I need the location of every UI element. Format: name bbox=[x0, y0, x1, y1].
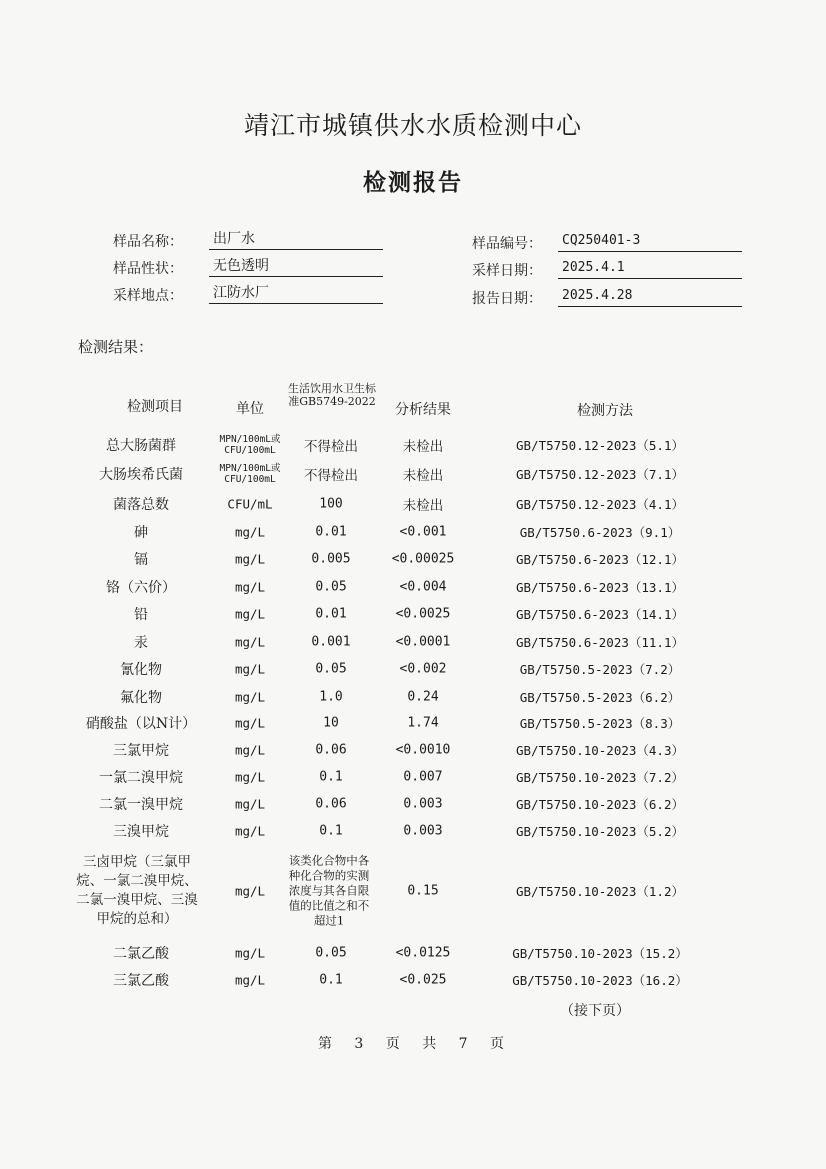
sampling-location-row bbox=[113, 283, 383, 305]
sample-state-row bbox=[113, 256, 383, 278]
item-cell: 三溴甲烷 bbox=[113, 824, 169, 840]
method-cell: GB/T5750.6-2023（11.1） bbox=[516, 635, 684, 650]
unit-cell: mg/L bbox=[234, 769, 266, 785]
result-cell: <0.004 bbox=[399, 579, 447, 595]
standard-cell: 不得检出 bbox=[304, 468, 358, 484]
result-cell: <0.002 bbox=[399, 661, 447, 677]
unit-cell: mg/L bbox=[234, 689, 266, 705]
item-cell: 镉 bbox=[134, 552, 148, 568]
continued-note: （接下页） bbox=[560, 1003, 630, 1019]
standard-cell: 10 bbox=[323, 715, 339, 731]
item-cell: 氟化物 bbox=[120, 690, 162, 706]
item-cell: 二氯乙酸 bbox=[113, 946, 169, 962]
method-cell: GB/T5750.5-2023（7.2） bbox=[519, 662, 681, 677]
method-cell: GB/T5750.10-2023（7.2） bbox=[516, 770, 684, 785]
method-cell: GB/T5750.6-2023（9.1） bbox=[519, 525, 681, 540]
method-cell: GB/T5750.10-2023（16.2） bbox=[512, 973, 688, 988]
result-cell: 0.003 bbox=[403, 823, 443, 839]
item-cell: 大肠埃希氏菌 bbox=[99, 467, 183, 483]
method-cell: GB/T5750.10-2023（4.3） bbox=[516, 743, 684, 758]
result-cell: <0.025 bbox=[399, 972, 447, 988]
unit-cell: mg/L bbox=[234, 661, 266, 677]
unit-cell: mg/L bbox=[234, 634, 266, 650]
result-cell: 0.007 bbox=[403, 769, 443, 785]
page-footer: 第 3 页 共 7 页 bbox=[317, 1036, 509, 1052]
unit-cell: mg/L bbox=[234, 972, 266, 988]
result-cell: 未检出 bbox=[402, 439, 444, 455]
standard-cell: 0.1 bbox=[319, 769, 343, 785]
result-cell: 未检出 bbox=[402, 468, 444, 484]
item-cell: 三氯乙酸 bbox=[113, 973, 169, 989]
method-cell: GB/T5750.10-2023（15.2） bbox=[512, 946, 688, 961]
standard-cell: 0.005 bbox=[311, 551, 351, 567]
result-cell: <0.0125 bbox=[395, 945, 451, 961]
method-cell: GB/T5750.10-2023（5.2） bbox=[516, 824, 684, 839]
unit-cell: mg/L bbox=[234, 524, 266, 540]
report-date-row bbox=[472, 286, 744, 308]
method-cell: GB/T5750.6-2023（14.1） bbox=[516, 607, 684, 622]
item-cell: 三氯甲烷 bbox=[113, 743, 169, 759]
sample-name-value: 出厂水 bbox=[209, 229, 383, 250]
item-cell: 总大肠菌群 bbox=[106, 438, 176, 454]
header-item: 检测项目 bbox=[127, 399, 183, 415]
result-cell: 0.15 bbox=[407, 883, 439, 899]
result-cell: <0.00025 bbox=[391, 551, 455, 567]
method-cell: GB/T5750.10-2023（6.2） bbox=[516, 797, 684, 812]
sample-name-label: 样品名称： bbox=[113, 234, 183, 250]
unit-cell: mg/L bbox=[234, 823, 266, 839]
standard-cell: 0.1 bbox=[319, 972, 343, 988]
header-method: 检测方法 bbox=[577, 403, 633, 419]
standard-cell: 0.001 bbox=[311, 634, 351, 650]
method-cell: GB/T5750.6-2023（13.1） bbox=[516, 580, 684, 595]
result-cell: <0.0001 bbox=[395, 634, 451, 650]
standard-cell: 0.05 bbox=[315, 945, 347, 961]
standard-cell: 该类化合物中各种化合物的实测浓度与其各自限值的比值之和不超过1 bbox=[288, 853, 370, 928]
organization-title: 靖江市城镇供水水质检测中心 bbox=[243, 111, 582, 140]
standard-cell: 0.01 bbox=[315, 606, 347, 622]
unit-cell: mg/L bbox=[234, 551, 266, 567]
header-unit: 单位 bbox=[236, 401, 264, 417]
standard-cell: 100 bbox=[319, 496, 343, 512]
standard-cell: 0.05 bbox=[315, 579, 347, 595]
unit-cell: mg/L bbox=[234, 796, 266, 812]
header-standard: 生活饮用水卫生标准GB5749-2022 bbox=[288, 382, 376, 408]
report-date-label: 报告日期： bbox=[472, 291, 542, 307]
unit-cell: MPN/100mL或CFU/100mL bbox=[219, 434, 281, 456]
standard-cell: 0.01 bbox=[315, 524, 347, 540]
result-cell: 未检出 bbox=[402, 498, 444, 514]
item-cell: 汞 bbox=[134, 635, 148, 651]
sampling-location-value: 江防水厂 bbox=[209, 283, 383, 304]
method-cell: GB/T5750.5-2023（6.2） bbox=[519, 690, 681, 705]
item-cell: 菌落总数 bbox=[113, 497, 169, 513]
sampling-date-label: 采样日期： bbox=[472, 263, 542, 279]
method-cell: GB/T5750.5-2023（8.3） bbox=[519, 716, 681, 731]
unit-cell: mg/L bbox=[234, 715, 266, 731]
result-cell: <0.001 bbox=[399, 524, 447, 540]
result-cell: <0.0010 bbox=[395, 742, 451, 758]
item-cell: 铅 bbox=[134, 607, 148, 623]
sampling-date-row bbox=[472, 258, 744, 280]
standard-cell: 1.0 bbox=[319, 689, 343, 705]
method-cell: GB/T5750.6-2023（12.1） bbox=[516, 552, 684, 567]
report-date-value: 2025.4.28 bbox=[558, 286, 742, 307]
unit-cell: CFU/mL bbox=[227, 496, 273, 512]
item-cell: 三卤甲烷（三氯甲烷、一氯二溴甲烷、二氯一溴甲烷、三溴甲烷的总和） bbox=[76, 854, 198, 927]
header-result: 分析结果 bbox=[395, 402, 451, 418]
unit-cell: mg/L bbox=[234, 579, 266, 595]
report-title: 检测报告 bbox=[363, 169, 463, 196]
method-cell: GB/T5750.12-2023（7.1） bbox=[516, 467, 684, 482]
results-heading: 检测结果： bbox=[78, 338, 154, 356]
standard-cell: 0.1 bbox=[319, 823, 343, 839]
unit-cell: mg/L bbox=[234, 606, 266, 622]
item-cell: 硝酸盐（以N计） bbox=[85, 716, 197, 732]
sampling-location-label: 采样地点： bbox=[113, 288, 183, 304]
standard-cell: 0.06 bbox=[315, 796, 347, 812]
unit-cell: MPN/100mL或CFU/100mL bbox=[219, 463, 281, 485]
method-cell: GB/T5750.12-2023（5.1） bbox=[516, 438, 684, 453]
unit-cell: mg/L bbox=[234, 883, 266, 899]
standard-cell: 0.05 bbox=[315, 661, 347, 677]
result-cell: 0.003 bbox=[403, 796, 443, 812]
sample-id-row bbox=[472, 231, 744, 253]
standard-cell: 不得检出 bbox=[304, 439, 358, 455]
unit-cell: mg/L bbox=[234, 945, 266, 961]
item-cell: 铬（六价） bbox=[106, 580, 176, 596]
sample-id-value: CQ250401-3 bbox=[558, 231, 742, 252]
unit-cell: mg/L bbox=[234, 742, 266, 758]
method-cell: GB/T5750.12-2023（4.1） bbox=[516, 497, 684, 512]
method-cell: GB/T5750.10-2023（1.2） bbox=[516, 884, 684, 899]
item-cell: 氰化物 bbox=[120, 662, 162, 678]
item-cell: 二氯一溴甲烷 bbox=[99, 797, 183, 813]
result-cell: 0.24 bbox=[407, 689, 439, 705]
item-cell: 一氯二溴甲烷 bbox=[99, 770, 183, 786]
sampling-date-value: 2025.4.1 bbox=[558, 258, 742, 279]
sample-name-row bbox=[113, 229, 383, 251]
result-cell: <0.0025 bbox=[395, 606, 451, 622]
sample-state-value: 无色透明 bbox=[209, 256, 383, 277]
standard-cell: 0.06 bbox=[315, 742, 347, 758]
item-cell: 砷 bbox=[134, 525, 148, 541]
result-cell: 1.74 bbox=[407, 715, 439, 731]
sample-state-label: 样品性状： bbox=[113, 261, 183, 277]
sample-id-label: 样品编号： bbox=[472, 236, 542, 252]
